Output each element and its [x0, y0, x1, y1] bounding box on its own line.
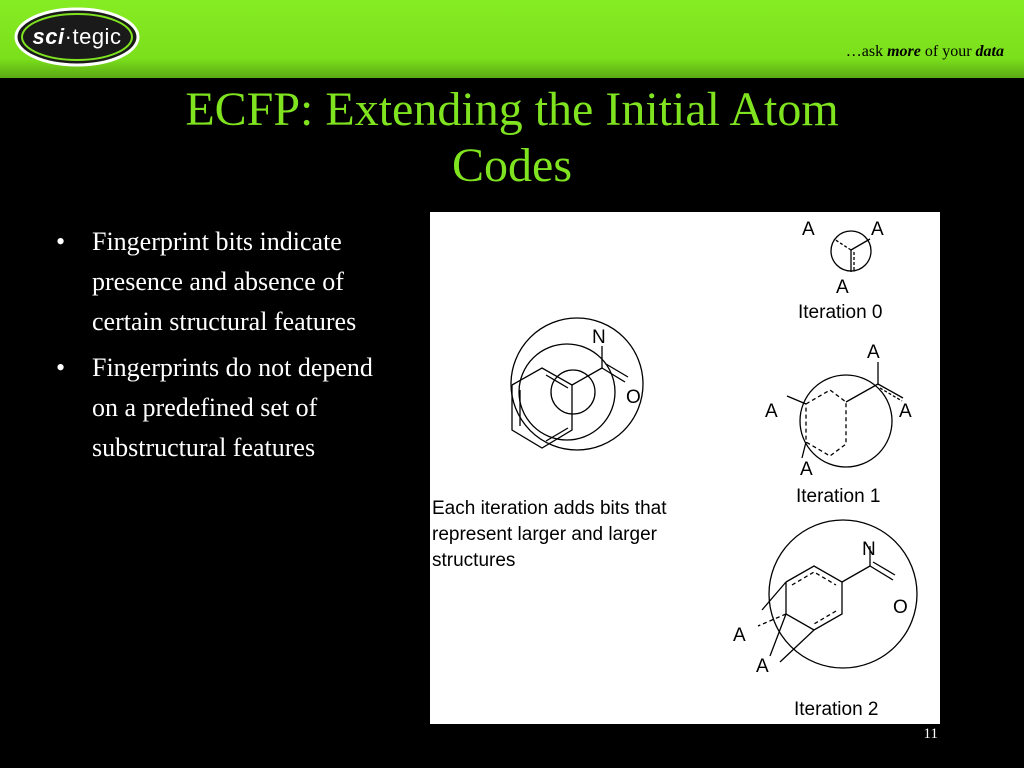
it1-a3-label: A — [899, 401, 912, 422]
figure-panel — [430, 212, 940, 724]
bullet-item: • Fingerprint bits indicate presence and absence of certain structural features — [56, 222, 401, 342]
iteration0-label: Iteration 0 — [798, 302, 883, 323]
it2-n-label: N — [862, 539, 876, 560]
it2-a1-label: A — [733, 625, 746, 646]
it1-a2-label: A — [765, 401, 778, 422]
logo-prefix: sci — [32, 24, 65, 49]
slide-title — [0, 82, 1024, 194]
page-number: 11 — [923, 726, 938, 742]
it0-a3-label: A — [836, 277, 849, 298]
iteration2-circle — [769, 520, 917, 668]
main-n-label: N — [592, 327, 606, 348]
it1-a4-label: A — [800, 459, 813, 480]
tagline-pre: …ask — [845, 43, 888, 60]
logo-suffix: tegic — [72, 24, 122, 49]
bullet-item: • Fingerprints do not depend on a predefined set of substructural features — [56, 348, 401, 468]
ecfp-iteration-diagram — [430, 212, 940, 724]
tagline-data: data — [975, 43, 1004, 60]
tagline-more: more — [887, 43, 921, 60]
bullet-list — [56, 222, 401, 474]
header-bar — [0, 0, 1024, 78]
main-benzene-ring — [512, 368, 572, 448]
main-outer-circle — [511, 318, 643, 450]
iteration1-label: Iteration 1 — [796, 486, 881, 507]
it0-a2-label: A — [871, 219, 884, 240]
title-line-2: Codes — [452, 139, 572, 192]
it2-o-label: O — [893, 597, 908, 618]
main-o-label: O — [626, 387, 641, 408]
logo-text: sci · tegic — [32, 24, 122, 49]
figure-caption: Each iteration adds bits that represent larger and larger structures — [432, 498, 667, 571]
it0-a1-label: A — [802, 219, 815, 240]
tagline — [846, 43, 1004, 61]
main-middle-circle — [519, 344, 615, 440]
title-line-1: ECFP: Extending the Initial Atom — [185, 83, 839, 136]
scitegic-logo — [14, 7, 140, 67]
iteration2-label: Iteration 2 — [794, 699, 879, 720]
it2-a2-label: A — [756, 656, 769, 677]
tagline-mid: of your — [920, 43, 976, 60]
it1-a1-label: A — [867, 342, 880, 363]
